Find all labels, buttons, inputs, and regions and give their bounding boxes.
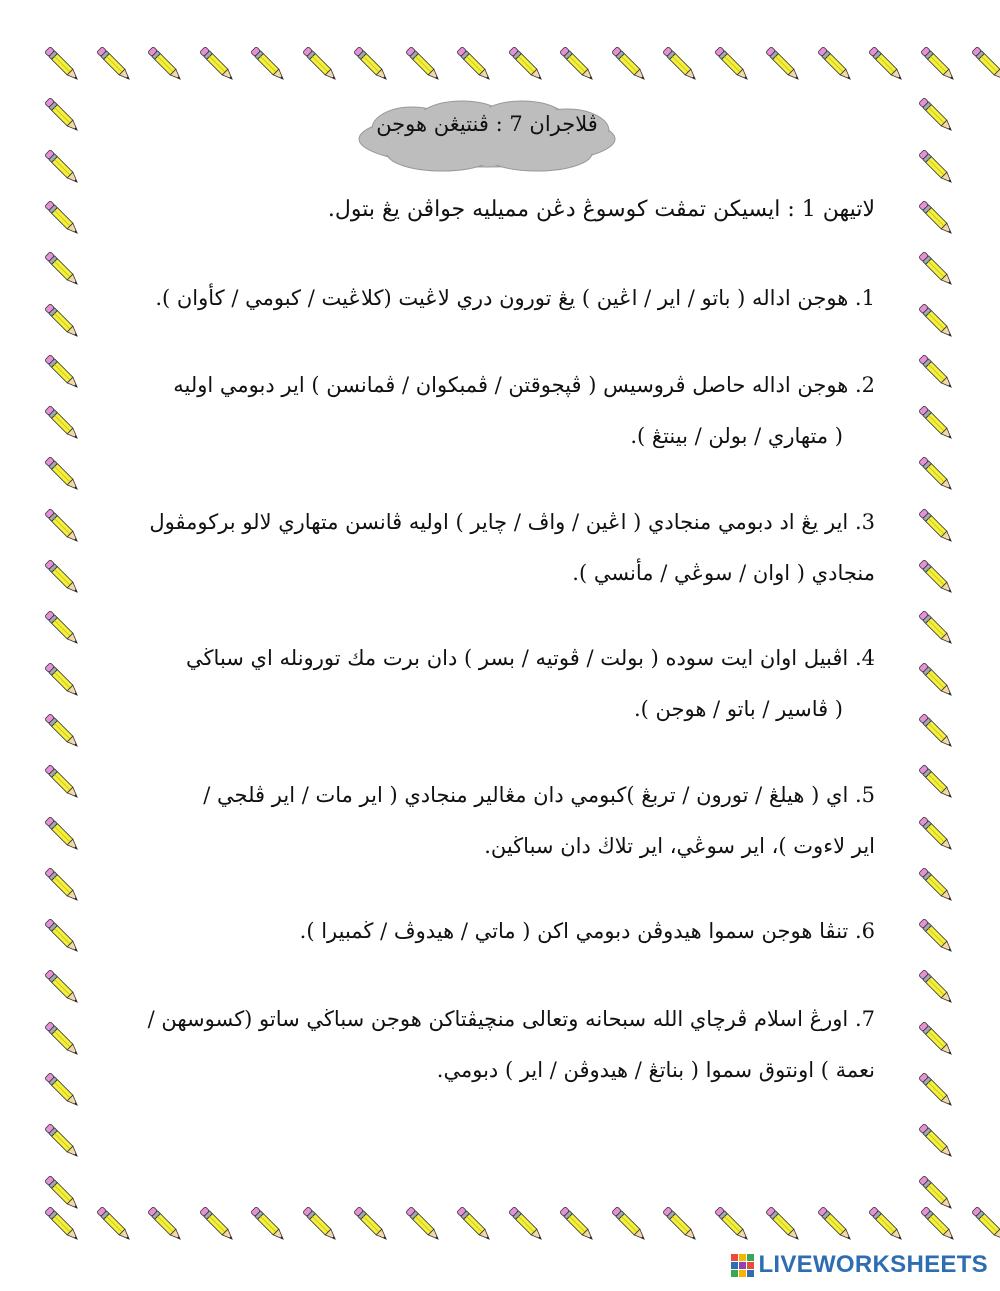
pencil-icon — [912, 91, 962, 141]
question-line: منجادي ( اوان / سوڠي / مأنسي ). — [572, 561, 875, 585]
pencil-icon — [38, 245, 88, 295]
pencil-icon — [965, 40, 1000, 90]
pencil-icon — [605, 1200, 655, 1250]
question-line: 5. اي ( هيلڠ / تورون / تربڠ )كبومي دان مڠالير منجادي ( اير مات / اير ڤلجي / — [203, 783, 875, 807]
pencil-icon — [193, 40, 243, 90]
question-line: 7. اورڠ اسلام ڤرچاي الله سبحانه وتعالى منچيڤتاكن هوجن سباڬي ساتو (كسوسهن / — [147, 1007, 875, 1031]
pencil-icon — [38, 861, 88, 911]
pencil-icon — [141, 1200, 191, 1250]
worksheet-title: ڤلاجران 7 : ڤنتيڠن هوجن — [376, 112, 598, 136]
pencil-icon — [912, 656, 962, 706]
pencil-icon — [38, 963, 88, 1013]
question-item-7 — [135, 994, 875, 1096]
instruction-text: لاتيهن 1 : ايسيكن تمڤت كوسوڠ دڠن مميليه جواڤن يڠ بتول. — [327, 197, 875, 222]
question-item-1 — [135, 273, 875, 324]
question-line: اير لاءوت )، اير سوڠي، اير تلاڬ دان سباڬين. — [484, 834, 875, 858]
pencil-icon — [965, 1200, 1000, 1250]
pencil-icon — [708, 40, 758, 90]
pencil-icon — [38, 553, 88, 603]
pencil-icon — [502, 1200, 552, 1250]
pencil-icon — [399, 40, 449, 90]
pencil-icon — [141, 40, 191, 90]
pencil-icon — [912, 810, 962, 860]
pencil-icon — [296, 1200, 346, 1250]
pencil-icon — [912, 963, 962, 1013]
pencil-icon — [914, 40, 964, 90]
question-item-3 — [135, 497, 875, 599]
pencil-icon — [912, 1169, 962, 1219]
pencil-icon — [759, 40, 809, 90]
question-item-5 — [135, 770, 875, 872]
pencil-icon — [38, 194, 88, 244]
pencil-icon — [912, 245, 962, 295]
pencil-icon — [38, 91, 88, 141]
pencil-icon — [38, 450, 88, 500]
pencil-icon — [193, 1200, 243, 1250]
pencil-icon — [38, 604, 88, 654]
question-item-4 — [135, 633, 875, 735]
question-line: نعمة ) اونتوق سموا ( بناتڠ / هيدوڤن / اير ) دبومي. — [436, 1058, 875, 1082]
question-item-2 — [135, 360, 875, 462]
pencil-icon — [912, 604, 962, 654]
pencil-icon — [912, 912, 962, 962]
pencil-icon — [38, 348, 88, 398]
pencil-icon — [912, 399, 962, 449]
pencil-icon — [38, 297, 88, 347]
pencil-icon — [90, 1200, 140, 1250]
pencil-icon — [38, 1117, 88, 1167]
pencil-icon — [38, 758, 88, 808]
pencil-icon — [38, 1169, 88, 1219]
pencil-icon — [912, 707, 962, 757]
pencil-icon — [912, 1066, 962, 1116]
question-line: 6. تنڤا هوجن سموا هيدوڤن دبومي اكن ( ماتي / هيدوڤ / ڬمبيرا ). — [299, 919, 875, 943]
pencil-icon — [605, 40, 655, 90]
pencil-icon — [38, 1066, 88, 1116]
pencil-icon — [38, 502, 88, 552]
pencil-icon — [553, 1200, 603, 1250]
pencil-icon — [90, 40, 140, 90]
pencil-icon — [811, 1200, 861, 1250]
liveworksheets-brand[interactable] — [731, 1251, 988, 1279]
pencil-icon — [912, 553, 962, 603]
pencil-icon — [450, 1200, 500, 1250]
pencil-icon — [38, 143, 88, 193]
pencil-icon — [244, 40, 294, 90]
pencil-icon — [912, 1117, 962, 1167]
pencil-icon — [811, 40, 861, 90]
pencil-icon — [912, 502, 962, 552]
pencil-icon — [656, 1200, 706, 1250]
pencil-icon — [38, 656, 88, 706]
question-line: 4. اڤبيل اوان ايت سوده ( بولت / ڤوتيه / بسر ) دان برت مك تورونله اي سباڬي — [186, 646, 875, 670]
pencil-icon — [912, 1015, 962, 1065]
pencil-icon — [296, 40, 346, 90]
pencil-icon — [38, 912, 88, 962]
pencil-icon — [912, 861, 962, 911]
liveworksheets-wordmark: LIVEWORKSHEETS — [758, 1251, 988, 1278]
pencil-icon — [912, 758, 962, 808]
pencil-icon — [912, 297, 962, 347]
pencil-icon — [862, 40, 912, 90]
pencil-icon — [759, 1200, 809, 1250]
pencil-icon — [912, 348, 962, 398]
pencil-icon — [553, 40, 603, 90]
liveworksheets-logo-icon — [731, 1254, 754, 1277]
pencil-icon — [862, 1200, 912, 1250]
pencil-icon — [708, 1200, 758, 1250]
question-line: ( متهاري / بولن / بينتڠ ). — [630, 424, 843, 448]
pencil-icon — [38, 399, 88, 449]
pencil-icon — [502, 40, 552, 90]
pencil-icon — [450, 40, 500, 90]
pencil-icon — [347, 40, 397, 90]
question-item-6 — [135, 906, 875, 957]
pencil-icon — [912, 143, 962, 193]
pencil-icon — [38, 40, 88, 90]
title-cloud — [352, 97, 622, 175]
question-line: 2. هوجن اداله حاصل ڤروسيس ( ڤڽجوقتن / ڤمبكوان / ڤمانسن ) اير دبومي اوليه — [173, 373, 875, 397]
question-line: 1. هوجن اداله ( باتو / اير / اڠين ) يڠ تورون دري لاڠيت (كلاڠيت / كبومي / كأوان ). — [155, 286, 875, 310]
pencil-icon — [399, 1200, 449, 1250]
question-line: 3. اير يڠ اد دبومي منجادي ( اڠين / واڤ / چاير ) اوليه ڤانسن متهاري لالو بركومڤول — [149, 510, 875, 534]
pencil-icon — [347, 1200, 397, 1250]
pencil-icon — [656, 40, 706, 90]
pencil-icon — [38, 810, 88, 860]
pencil-icon — [244, 1200, 294, 1250]
pencil-icon — [38, 1015, 88, 1065]
question-line: ( ڤاسير / باتو / هوجن ). — [633, 697, 843, 721]
pencil-icon — [38, 707, 88, 757]
pencil-icon — [912, 194, 962, 244]
pencil-icon — [912, 450, 962, 500]
